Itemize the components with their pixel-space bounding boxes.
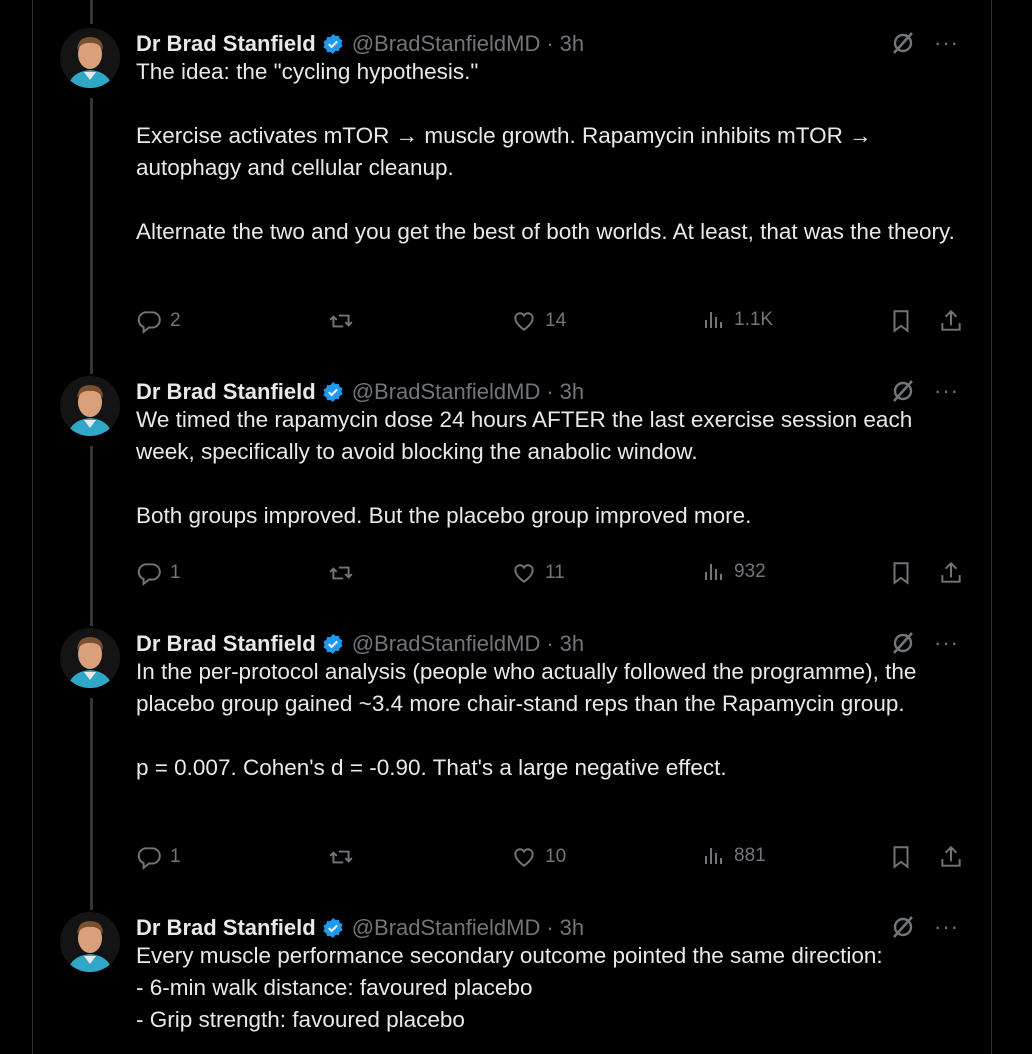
bookmark-button[interactable] <box>888 308 914 334</box>
like-button[interactable] <box>511 844 566 870</box>
share-icon <box>938 844 964 870</box>
action-bar <box>136 560 966 590</box>
like-count: 10 <box>545 846 567 867</box>
verified-badge-icon <box>322 917 344 939</box>
heart-icon <box>511 308 537 334</box>
more-options-icon[interactable]: ··· <box>934 914 959 939</box>
reply-icon <box>136 844 162 870</box>
author-name[interactable]: Dr Brad Stanfield <box>136 31 316 56</box>
thread-line <box>90 698 93 910</box>
author-handle[interactable]: @BradStanfieldMD <box>351 915 541 940</box>
thread-line <box>90 98 93 374</box>
thread-line <box>90 446 93 626</box>
more-options-icon[interactable]: ··· <box>934 30 959 55</box>
separator-dot: · <box>546 379 554 404</box>
repost-icon <box>328 844 354 870</box>
action-bar <box>136 308 966 338</box>
reply-icon <box>136 308 162 334</box>
author-name[interactable]: Dr Brad Stanfield <box>136 915 316 940</box>
timestamp[interactable]: 3h <box>559 31 585 56</box>
view-count: 932 <box>734 561 766 582</box>
avatar[interactable] <box>60 376 120 436</box>
bookmark-icon <box>888 560 914 586</box>
repost-button[interactable] <box>328 560 362 586</box>
avatar[interactable] <box>60 28 120 88</box>
reply-count: 1 <box>170 562 181 583</box>
heart-icon <box>511 560 537 586</box>
share-button[interactable] <box>938 844 964 870</box>
timestamp[interactable]: 3h <box>559 631 585 656</box>
action-bar <box>136 844 966 874</box>
share-button[interactable] <box>938 560 964 586</box>
timestamp[interactable]: 3h <box>559 379 585 404</box>
share-icon <box>938 308 964 334</box>
bookmark-icon <box>888 844 914 870</box>
view-count: 1.1K <box>734 309 774 330</box>
reply-button[interactable] <box>136 844 181 870</box>
reply-button[interactable] <box>136 308 181 334</box>
author-handle[interactable]: @BradStanfieldMD <box>351 631 541 656</box>
bookmark-button[interactable] <box>888 844 914 870</box>
heart-icon <box>511 844 537 870</box>
tweet-text: We timed the rapamycin dose 24 hours AFTER the last exercise session each week, specifically to avoid blocking the anabolic window. Both groups improved. But the placebo group improved more. <box>136 407 913 528</box>
thread-line <box>90 0 93 24</box>
like-button[interactable] <box>511 308 566 334</box>
views-button[interactable] <box>702 560 766 584</box>
views-button[interactable] <box>702 308 773 332</box>
bookmark-button[interactable] <box>888 560 914 586</box>
views-button[interactable] <box>702 844 766 868</box>
verified-badge-icon <box>322 633 344 655</box>
like-count: 11 <box>545 562 565 583</box>
tweet-text: In the per-protocol analysis (people who actually followed the programme), the placebo group gained ~3.4 more chair-stand reps than the Rapamycin group. p = 0.007. Cohen's d = -0.90. That's a large negative effect. <box>136 659 917 780</box>
avatar[interactable] <box>60 912 120 972</box>
more-options-icon[interactable]: ··· <box>934 378 959 403</box>
timestamp[interactable]: 3h <box>559 915 585 940</box>
reply-icon <box>136 560 162 586</box>
tweet-text: Every muscle performance secondary outcome pointed the same direction: - 6-min walk distance: favoured placebo - Grip strength: favoured placebo <box>136 943 883 1032</box>
repost-icon <box>328 560 354 586</box>
repost-button[interactable] <box>328 308 362 334</box>
reply-button[interactable] <box>136 560 181 586</box>
separator-dot: · <box>546 31 554 56</box>
author-name[interactable]: Dr Brad Stanfield <box>136 379 316 404</box>
repost-button[interactable] <box>328 844 362 870</box>
repost-icon <box>328 308 354 334</box>
like-count: 14 <box>545 310 567 331</box>
views-icon <box>702 560 726 584</box>
author-handle[interactable]: @BradStanfieldMD <box>351 31 541 56</box>
avatar[interactable] <box>60 628 120 688</box>
author-handle[interactable]: @BradStanfieldMD <box>351 379 541 404</box>
author-name[interactable]: Dr Brad Stanfield <box>136 631 316 656</box>
tweet-text: The idea: the "cycling hypothesis." Exercise activates mTOR → muscle growth. Rapamycin inhibits mTOR → autophagy and cellular cleanup. Alternate the two and you get the best of both worlds. At least, that was the theory. <box>136 59 955 244</box>
bookmark-icon <box>888 308 914 334</box>
share-button[interactable] <box>938 308 964 334</box>
separator-dot: · <box>546 915 554 940</box>
reply-count: 2 <box>170 310 181 331</box>
views-icon <box>702 308 726 332</box>
view-count: 881 <box>734 845 766 866</box>
share-icon <box>938 560 964 586</box>
separator-dot: · <box>546 631 554 656</box>
like-button[interactable] <box>511 560 565 586</box>
views-icon <box>702 844 726 868</box>
verified-badge-icon <box>322 381 344 403</box>
reply-count: 1 <box>170 846 181 867</box>
verified-badge-icon <box>322 33 344 55</box>
more-options-icon[interactable]: ··· <box>934 630 959 655</box>
